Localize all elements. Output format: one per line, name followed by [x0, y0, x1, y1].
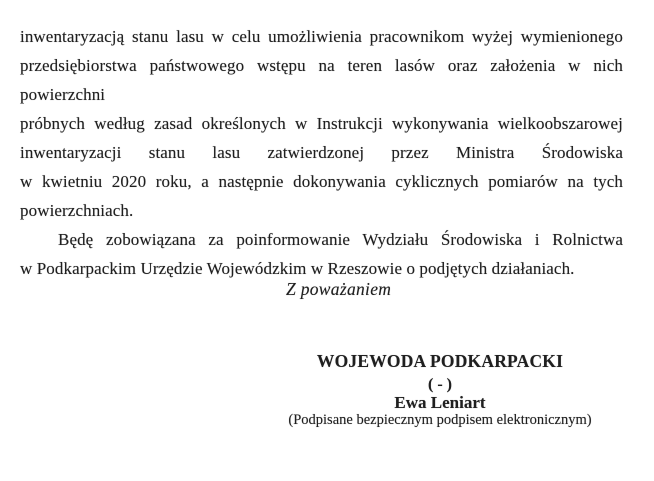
- signer-name: Ewa Leniart: [394, 393, 486, 412]
- body-line: próbnych według zasad określonych w Instrukcji wykonywania wielkoobszarowej: [20, 114, 623, 133]
- electronic-signature-note: (Podpisane bezpiecznym podpisem elektronicznym): [288, 412, 592, 428]
- body-line: w kwietniu 2020 roku, a następnie dokonywania cyklicznych pomiarów na tych: [20, 172, 623, 191]
- body-line: powierzchniach.: [20, 201, 134, 220]
- signature-block: [270, 350, 610, 429]
- body-line: przedsiębiorstwa państwowego wstępu na teren lasów oraz założenia w nich powierzchni: [20, 56, 623, 104]
- body-line: w Podkarpackim Urzędzie Wojewódzkim w Rzeszowie o podjętych działaniach.: [20, 259, 575, 278]
- signature-dash-mark: ( - ): [428, 376, 452, 393]
- signer-title: WOJEWODA PODKARPACKI: [316, 351, 564, 371]
- body-line: inwentaryzacją stanu lasu w celu umożliwienia pracownikom wyżej wymienionego: [20, 27, 623, 46]
- letter-body: [20, 22, 623, 283]
- closing-salutation: Z poważaniem: [286, 279, 392, 299]
- body-line-paragraph-start: Będę zobowiązana za poinformowanie Wydziału Środowiska i Rolnictwa: [58, 230, 623, 249]
- body-line: inwentaryzacji stanu lasu zatwierdzonej przez Ministra Środowiska: [20, 143, 623, 162]
